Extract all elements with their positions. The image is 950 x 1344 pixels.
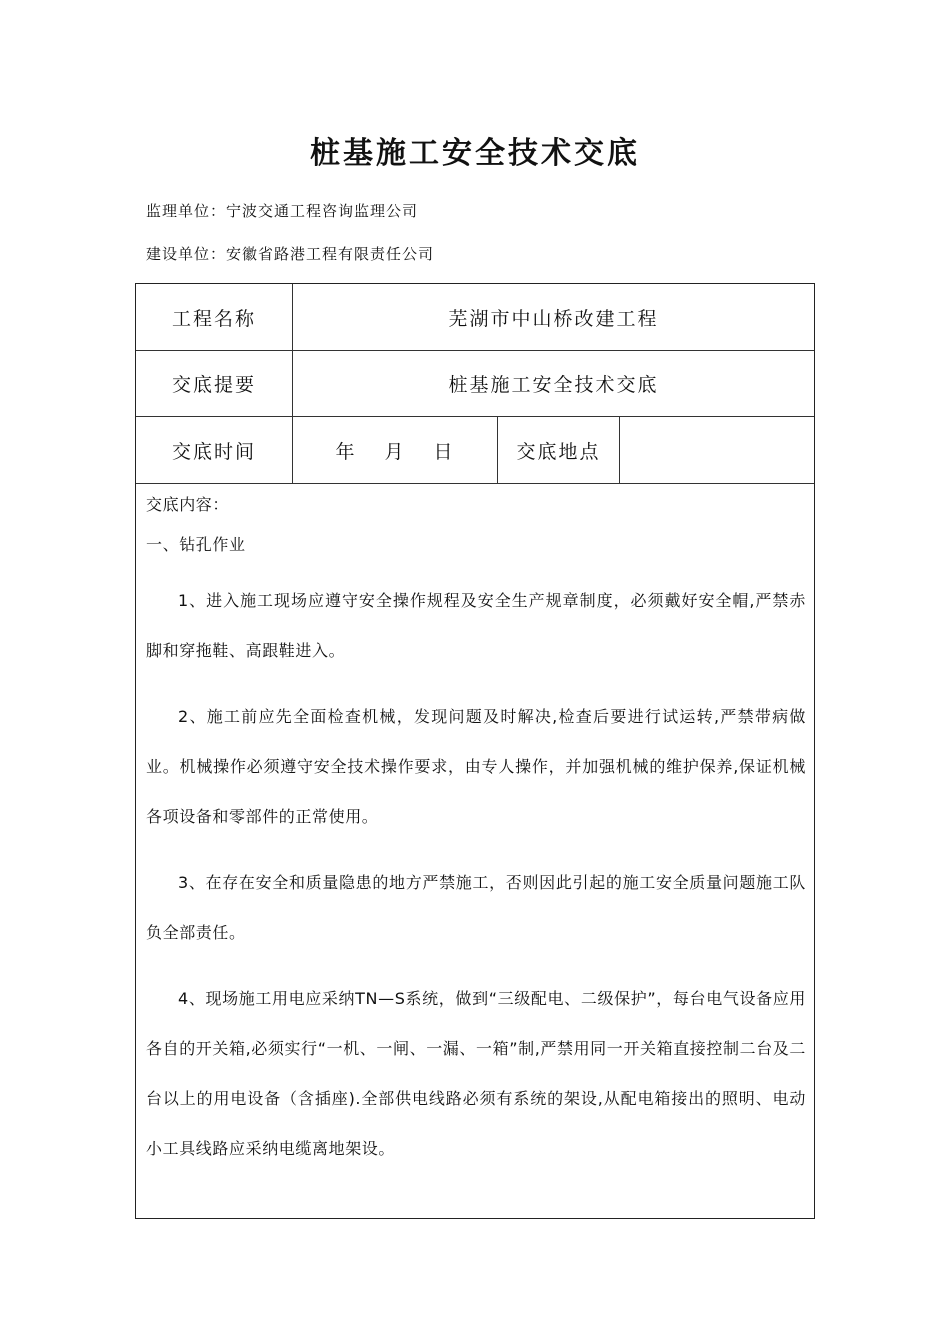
document-title: 桩基施工安全技术交底 <box>310 136 640 171</box>
date-day: 日 <box>433 440 455 463</box>
supervisor-unit: 监理单位：宁波交通工程咨询监理公司 <box>146 202 419 220</box>
content-label: 交底内容： <box>146 495 230 514</box>
summary-value: 桩基施工安全技术交底 <box>448 374 659 396</box>
time-place-row <box>136 417 814 484</box>
place-value <box>620 417 814 483</box>
date-field <box>293 417 498 483</box>
summary-row <box>136 351 814 417</box>
construction-unit: 建设单位：安徽省路港工程有限责任公司 <box>146 245 435 263</box>
date-year: 年 <box>335 440 357 463</box>
briefing-form <box>135 283 815 1219</box>
date-month: 月 <box>384 440 406 463</box>
project-name-row <box>136 284 814 351</box>
place-label: 交底地点 <box>498 417 620 483</box>
paragraph-1: 1、进入施工现场应遵守安全操作规程及安全生产规章制度，必须戴好安全帽,严禁赤脚和穿拖鞋、高跟鞋进入。 <box>146 591 806 660</box>
project-name-label: 工程名称 <box>136 284 293 350</box>
time-label: 交底时间 <box>136 417 293 483</box>
paragraph-2: 2、施工前应先全面检查机械，发现问题及时解决,检查后要进行试运转,严禁带病做业。机械操作必须遵守安全技术操作要求，由专人操作，并加强机械的维护保养,保证机械各项设备和零部件的正常使用。 <box>146 707 806 826</box>
project-name-value: 芜湖市中山桥改建工程 <box>448 307 659 330</box>
paragraph-3: 3、在存在安全和质量隐患的地方严禁施工，否则因此引起的施工安全质量问题施工队负全部责任。 <box>146 873 806 942</box>
paragraph-4: 4、现场施工用电应采纳TN—S系统，做到“三级配电、二级保护”，每台电气设备应用各自的开关箱,必须实行“一机、一闸、一漏、一箱”制,严禁用同一开关箱直接控制二台及二台以上的用电设备（含插座).全部供电线路必须有系统的架设,从配电箱接出的照明、电动小工具线路应采纳电缆离地架设。 <box>146 989 806 1158</box>
summary-label: 交底提要 <box>136 351 293 416</box>
section-heading: 一、钻孔作业 <box>146 535 246 554</box>
